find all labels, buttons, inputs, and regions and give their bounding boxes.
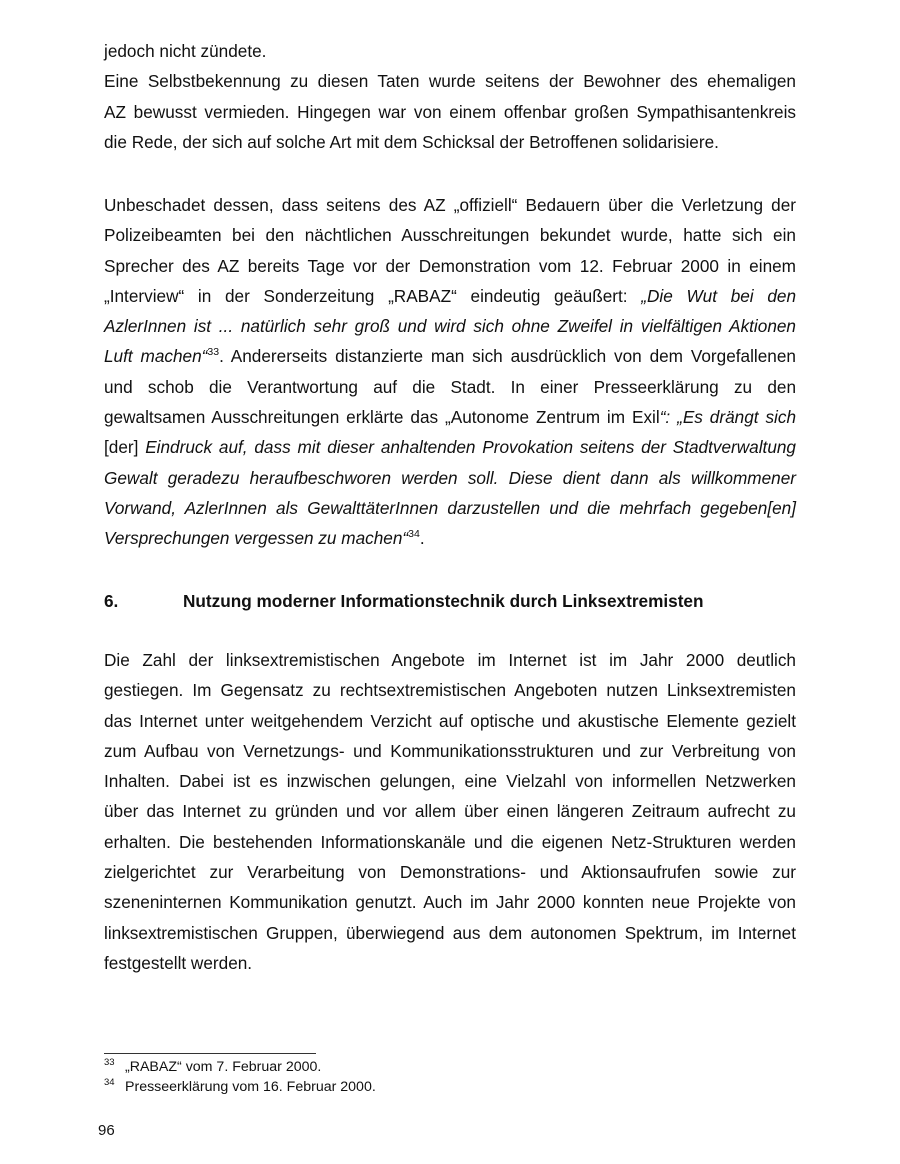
text-run: „Interview“ in der Sonderzeitung „RABAZ“ eindeutig geäußert: bbox=[104, 285, 642, 306]
text-line bbox=[104, 493, 796, 523]
text-line: die Rede, der sich auf solche Art mit dem Schicksal der Betroffenen solidarisiere. bbox=[104, 131, 719, 152]
text-run: . bbox=[419, 528, 425, 549]
text-line bbox=[104, 463, 796, 493]
text-line: linksextremistischen Gruppen, überwiegend aus dem autonomen Spektrum, im Internet bbox=[104, 922, 796, 943]
text-line: erhalten. Die bestehenden Informationskanäle und die eigenen Netz-Strukturen werden bbox=[104, 831, 796, 852]
text-run: gewaltsamen Ausschreitungen erklärte das „Autonome Zentrum im Exil bbox=[104, 407, 660, 428]
footnotes bbox=[104, 1058, 704, 1098]
page-number: 96 bbox=[98, 1122, 115, 1139]
text-line: zielgerichtet zur Verarbeitung von Demonstrations- und Aktionsaufrufen sowie zur bbox=[104, 862, 796, 883]
footnote-ref-33: 33 bbox=[207, 346, 220, 359]
text-line: AZ bewusst vermieden. Hingegen war von einem offenbar großen Sympathisantenkreis bbox=[104, 101, 796, 122]
quote-text: Eindruck auf, dass mit dieser anhaltenden Provokation seitens der Stadtverwaltung bbox=[145, 437, 796, 458]
text-line: über das Internet zu gründen und vor allem über einen längeren Zeitraum aufrecht zu bbox=[104, 801, 796, 822]
section-heading bbox=[104, 586, 796, 616]
text-line: festgestellt werden. bbox=[104, 952, 253, 973]
text-line: jedoch nicht zündete. bbox=[104, 41, 267, 61]
footnote-marker: 34 bbox=[104, 1077, 115, 1088]
quote-text: „Die Wut bei den bbox=[641, 285, 796, 306]
text-line: Inhalten. Dabei ist es inzwischen gelungen, eine Vielzahl von informellen Netzwerken bbox=[104, 771, 796, 792]
text-line bbox=[104, 432, 796, 462]
section-title: Nutzung moderner Informationstechnik durch Linksextremisten bbox=[183, 591, 704, 611]
text-line bbox=[104, 402, 796, 432]
footnote bbox=[104, 1058, 704, 1078]
text-line: zum Aufbau von Vernetzungs- und Kommunikationsstrukturen und zur Verbreitung von bbox=[104, 740, 796, 761]
paragraph-internet bbox=[104, 645, 796, 978]
footnote-separator bbox=[104, 1053, 316, 1054]
footnote-text: „RABAZ“ vom 7. Februar 2000. bbox=[125, 1059, 322, 1075]
text-line: Sprecher des AZ bereits Tage vor der Demonstration vom 12. Februar 2000 in einem bbox=[104, 255, 796, 276]
section-number: 6. bbox=[104, 591, 119, 611]
text-line: gestiegen. Im Gegensatz zu rechtsextremistischen Angeboten nutzen Linksextremisten bbox=[104, 680, 796, 701]
text-line bbox=[104, 311, 796, 341]
quote-text: “: „Es drängt sich bbox=[659, 407, 797, 428]
paragraph-intro bbox=[104, 36, 796, 157]
text-run: [der] bbox=[104, 437, 146, 458]
quote-text: Versprechungen vergessen zu machen“ bbox=[104, 528, 409, 549]
footnote-marker: 33 bbox=[104, 1057, 115, 1068]
text-line: Die Zahl der linksextremistischen Angebote im Internet ist im Jahr 2000 deutlich bbox=[104, 650, 796, 670]
quote-text: AzlerInnen ist ... natürlich sehr groß und wird sich ohne Zweifel in vielfältigen Aktionen bbox=[104, 316, 796, 337]
quote-text: Gewalt geradezu heraufbeschworen werden soll. Diese dient dann als willkommener bbox=[104, 467, 796, 488]
paragraph-az-statement bbox=[104, 190, 796, 554]
footnote bbox=[104, 1078, 704, 1098]
text-line bbox=[104, 281, 796, 311]
text-line bbox=[104, 341, 796, 371]
text-line: das Internet unter weitgehendem Verzicht auf optische und akustische Elemente gezielt bbox=[104, 710, 796, 731]
text-line: Eine Selbstbekennung zu diesen Taten wurde seitens der Bewohner des ehemaligen bbox=[104, 71, 796, 92]
text-run: . Andererseits distanzierte man sich ausdrücklich von dem Vorgefallenen bbox=[219, 346, 796, 367]
footnote-text: Presseerklärung vom 16. Februar 2000. bbox=[125, 1079, 376, 1095]
text-line: Unbeschadet dessen, dass seitens des AZ „offiziell“ Bedauern über die Verletzung der bbox=[104, 195, 796, 215]
text-line bbox=[104, 523, 796, 553]
quote-text: Vorwand, AzlerInnen als GewalttäterInnen darzustellen und die mehrfach gegeben[en] bbox=[104, 497, 796, 518]
text-line: szeneninternen Kommunikation genutzt. Auch im Jahr 2000 konnten neue Projekte von bbox=[104, 892, 796, 913]
text-line: und schob die Verantwortung auf die Stadt. In einer Presseerklärung zu den bbox=[104, 376, 796, 397]
footnote-ref-34: 34 bbox=[408, 528, 420, 541]
text-line: Polizeibeamten bei den nächtlichen Ausschreitungen bekundet wurde, hatte sich ein bbox=[104, 225, 796, 246]
quote-text: Luft machen“ bbox=[104, 346, 208, 367]
